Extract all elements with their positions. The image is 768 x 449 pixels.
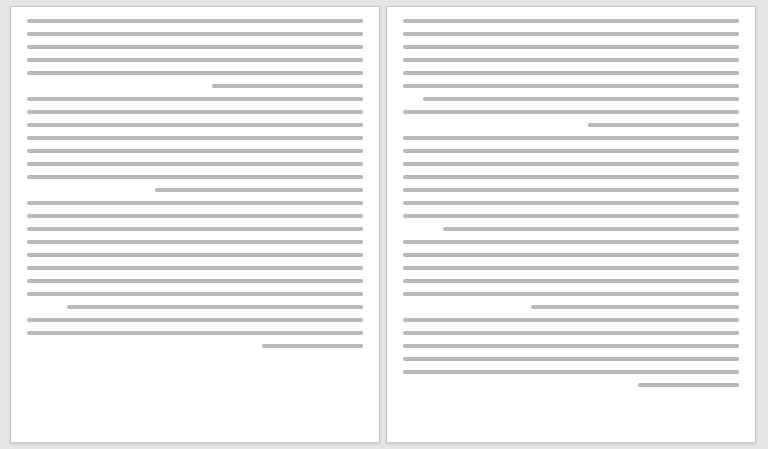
paragraph [403,318,739,387]
document-page-right [386,6,756,443]
page-text-placeholder [27,19,363,348]
paragraph [27,201,363,348]
page-text-placeholder [403,19,739,387]
paragraph [403,19,739,127]
paragraph [27,97,363,192]
paragraph [27,19,363,88]
paragraph [403,136,739,309]
document-page-left [10,6,380,443]
